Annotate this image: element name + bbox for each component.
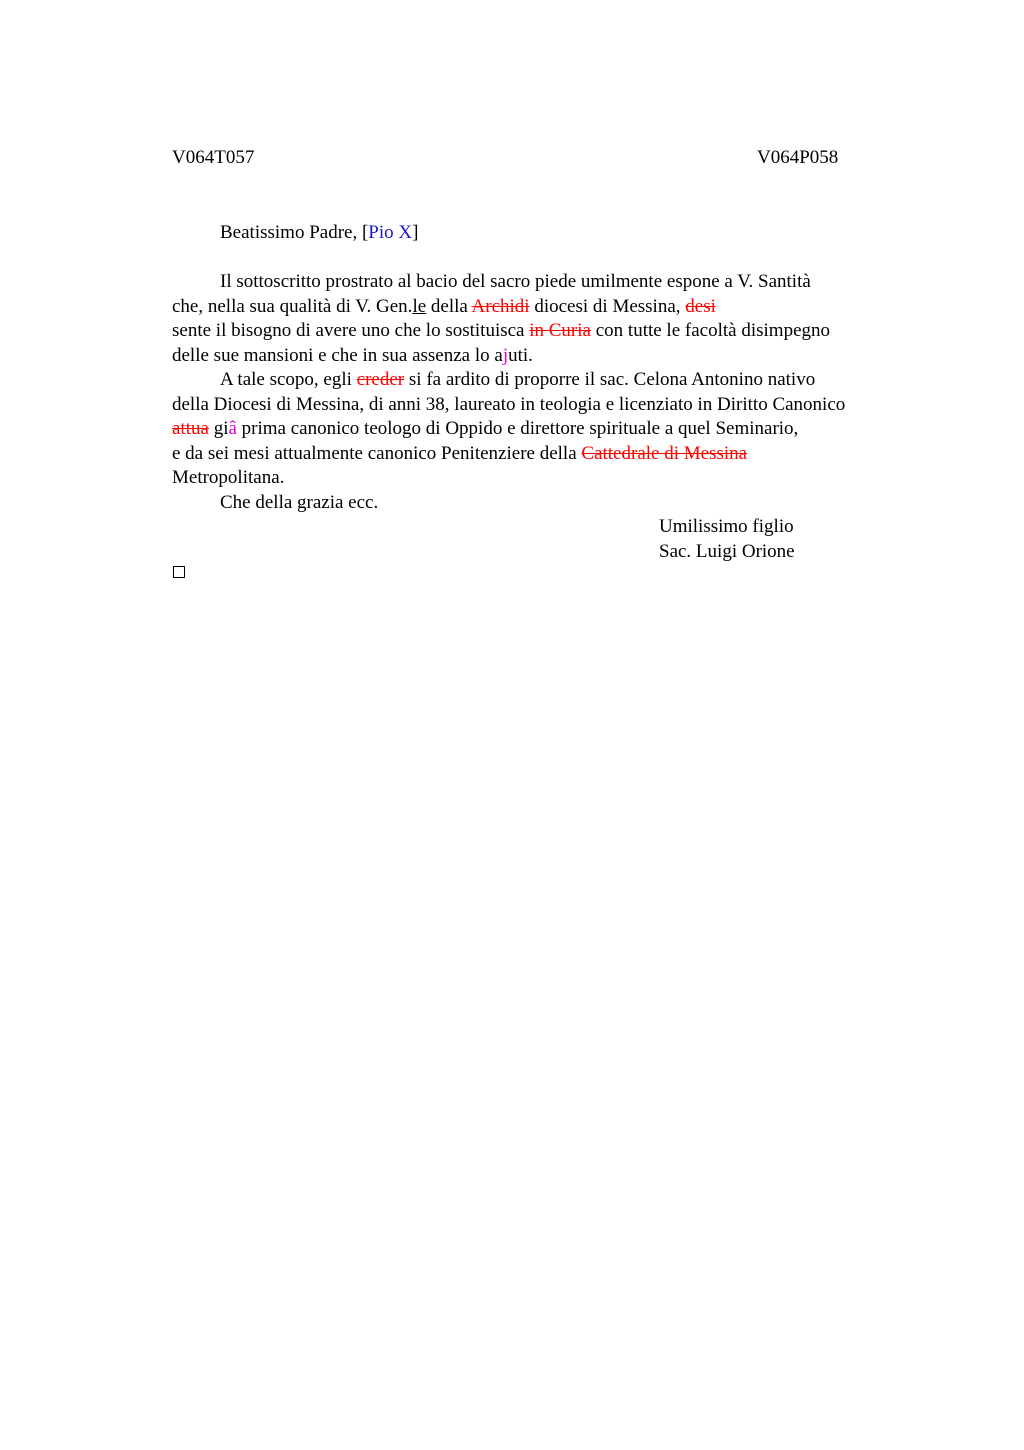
inserted-letter: â	[228, 418, 237, 439]
p2-l3-text-a: gi	[208, 418, 229, 439]
p1-l3-text-a: sente il bisogno di avere uno che lo sostituisca	[172, 320, 530, 341]
letter-body	[172, 270, 932, 564]
deleted-word: Cattedrale di Messina	[581, 442, 748, 464]
paragraph1-line2	[172, 295, 932, 320]
deleted-word: desi	[685, 295, 716, 317]
salutation-text: Beatissimo Padre,	[220, 222, 362, 243]
document-code-left: V064T057	[172, 147, 255, 168]
deleted-word: in Curia	[529, 320, 591, 341]
inserted-letter: j	[502, 344, 509, 366]
addressee-annotation: Pio X	[368, 222, 413, 243]
document-code-right: V064P058	[757, 147, 839, 168]
p1-l2-text-a: che, nella sua qualità di V. Gen.	[172, 295, 413, 317]
abbreviation-superscript: le	[412, 295, 427, 317]
deleted-word: Archidi	[471, 295, 530, 317]
paragraph1-line3	[172, 319, 932, 344]
p2-l1-text-a: A tale scopo, egli	[220, 369, 357, 390]
paragraph2-line5: Metropolitana.	[172, 467, 285, 488]
paragraph2-line3	[172, 417, 932, 442]
paragraph2-line4	[172, 442, 932, 467]
deleted-word: attua	[172, 418, 209, 439]
p1-l2-text-c: diocesi di Messina,	[529, 295, 686, 317]
p2-l1-text-b: si fa ardito di proporre il sac. Celona Antonino nativo	[404, 369, 816, 390]
signature-name: Sac. Luigi Orione	[659, 540, 795, 562]
paragraph1-line1: Il sottoscritto prostrato al bacio del sacro piede umilmente espone a V. Santità	[220, 271, 811, 292]
bracket-open: [	[361, 222, 369, 243]
deleted-word: creder	[356, 369, 405, 390]
bracket-close: ]	[412, 222, 419, 243]
paragraph1-line4	[172, 344, 932, 369]
p2-l4-text-a: e da sei mesi attualmente canonico Penitenziere della	[172, 442, 582, 464]
salutation	[220, 221, 418, 245]
signature-closing: Umilissimo figlio	[659, 516, 794, 537]
paragraph2-line1	[172, 368, 932, 393]
checkbox-square-icon	[173, 566, 185, 578]
p1-l3-text-b: con tutte le facoltà disimpegno	[590, 320, 830, 341]
p1-l4-text-a: delle sue mansioni e che in sua assenza lo a	[172, 344, 503, 366]
p1-l2-text-b: della	[426, 295, 472, 317]
paragraph3: Che della grazia ecc.	[220, 491, 379, 513]
p1-l4-text-b: uti.	[508, 344, 533, 366]
p2-l3-text-b: prima canonico teologo di Oppido e direttore spirituale a quel Seminario,	[236, 418, 799, 439]
paragraph2-line2: della Diocesi di Messina, di anni 38, laureato in teologia e licenziato in Diritto Canonico	[172, 393, 846, 415]
